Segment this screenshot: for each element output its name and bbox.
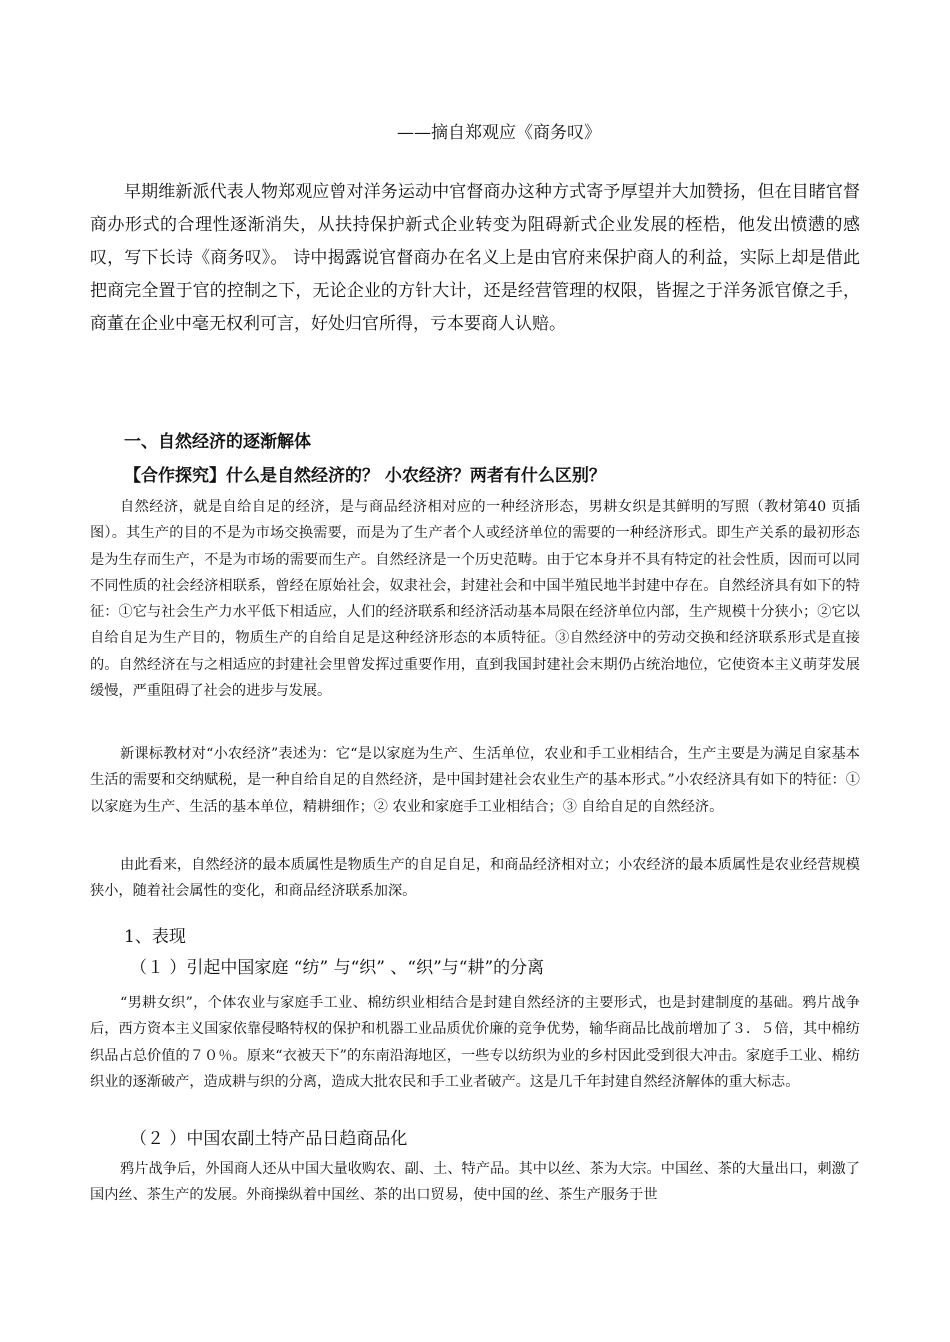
item-heading-2: （２ ）中国农副土特产品日趋商品化: [130, 1129, 408, 1149]
item-paragraph-2: 鸦片战争后，外国商人还从中国大量收购农、副、土、特产品。其中以丝、茶为大宗。中国丝、茶的大量出口，刺激了国内丝、茶生产的发展。外商操纵着中国丝、茶的出口贸易，使中国的丝、茶生产服务于世: [90, 1161, 860, 1204]
item-paragraph-1: “男耕女织”，个体农业与家庭手工业、棉纺织业相结合是封建自然经济的主要形式，也是封建制度的基础。鸦片战争后，西方资本主义国家依靠侵略特权的保护和机器工业品质优价廉的竞争优势，输华商品比战前增加了３．５倍，其中棉纺织品占总价值的７０％。原来“衣被天下”的东南沿海地区，一些专以纺织为业的乡村因此受到很大冲击。家庭手工业、棉纺织业的逐渐破产，造成耕与织的分离，造成大批农民和手工业者破产。这是几千年封建自然经济解体的重大标志。: [90, 995, 860, 1090]
subsection-heading: 1、表现: [124, 927, 186, 947]
conclusion-paragraph: 由此看来，自然经济的最本质属性是物质生产的自足自足，和商品经济相对立；小农经济的最本质属性是农业经营规模狭小，随着社会属性的变化，和商品经济联系加深。: [90, 857, 860, 900]
item-heading-1: （１ ）引起中国家庭 “纺” 与“织” 、“织”与“耕”的分离: [130, 958, 545, 978]
intro-paragraph: 早期维新派代表人物郑观应曾对洋务运动中官督商办这种方式寄予厚望并大加赞扬，但在目睹官督商办形式的合理性逐渐消失，从扶持保护新式企业转变为阻碍新式企业发展的桎梏，他发出愤懑的感叹，写下长诗《商务叹》。 诗中揭露说官督商办在名义上是由官府来保护商人的利益，实际上却是借此把商完全置于官的控制之下，无论企业的方针大计，还是经营管理的权限，皆握之于洋务派官僚之手，商董在企业中毫无权利可言，好处归官所得，亏本要商人认赔。: [90, 182, 860, 334]
cooperative-inquiry-question: 【合作探究】什么是自然经济的？ 小农经济？两者有什么区别？: [124, 466, 606, 486]
small-peasant-economy-paragraph: 新课标教材对“小农经济”表述为：它“是以家庭为生产、生活单位，农业和手工业相结合，生产主要是为满足自家基本生活的需要和交纳赋税，是一种自给自足的自然经济，是中国封建社会农业生产的基本形式。”小农经济具有如下的特征：① 以家庭为生产、生活的基本单位，精耕细作；② 农业和家庭手工业相结合；③ 自给自足的自然经济。: [90, 746, 860, 815]
quote-attribution: ——摘自郑观应《商务叹》: [397, 123, 601, 143]
natural-economy-paragraph: 自然经济，就是自给自足的经济，是与商品经济相对应的一种经济形态，男耕女织是其鲜明的写照（教材第40 页插图）。其生产的目的不是为市场交换需要，而是为了生产者个人或经济单位的需要的一种经济形式。即生产关系的最初形态是为生存而生产，不是为市场的需要而生产。自然经济是一个历史范畴。由于它本身并不具有特定的社会性质，因而可以同不同性质的社会经济相联系，曾经在原始社会，奴隶社会，封建社会和中国半殖民地半封建中存在。自然经济具有如下的特征：①它与社会生产力水平低下相适应，人们的经济联系和经济活动基本局限在经济单位内部，生产规模十分狭小；②它以自给自足为生产目的，物质生产的自给自足是这种经济形态的本质特征。③自然经济中的劳动交换和经济联系形式是直接的。自然经济在与之相适应的封建社会里曾发挥过重要作用，直到我国封建社会末期仍占统治地位，它使资本主义萌芽发展缓慢，严重阻碍了社会的进步与发展。: [90, 499, 860, 700]
section-heading: 一、自然经济的逐渐解体: [124, 432, 311, 452]
